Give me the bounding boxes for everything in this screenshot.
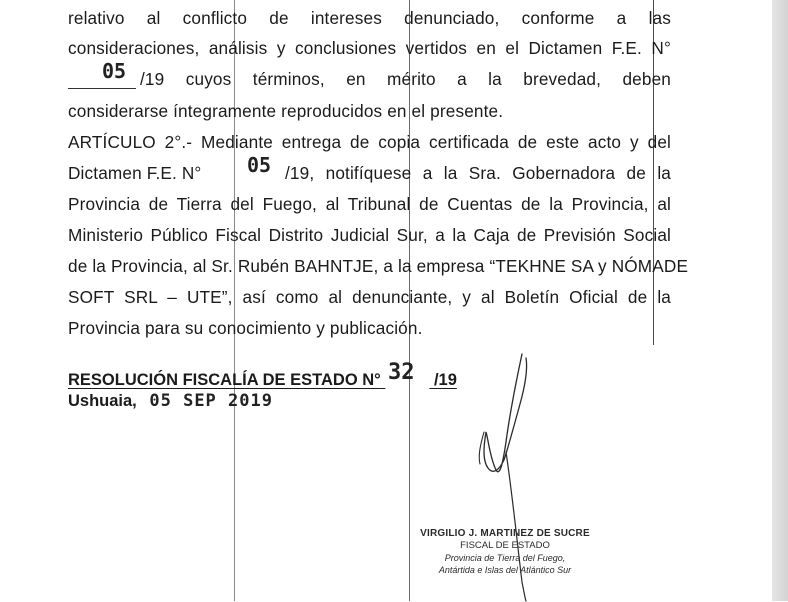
resolution-title-prefix: RESOLUCIÓN FISCALÍA DE ESTADO N° xyxy=(68,371,381,389)
body-line: /19, notifíquese a la Sra. Gobernadora de la xyxy=(285,163,671,183)
handwritten-number: 32 xyxy=(388,360,415,385)
resolution-place-date xyxy=(68,388,273,414)
body-line: Ministerio Público Fiscal Distrito Judicial Sur, a la Caja de Previsión Social xyxy=(68,225,671,245)
blank-underline xyxy=(68,88,136,89)
date-stamp: 05 SEP 2019 xyxy=(149,391,273,411)
handwritten-number: 05 xyxy=(102,59,127,83)
article-heading-line: ARTÍCULO 2°.- Mediante entrega de copia certificada de este acto y del xyxy=(68,132,671,152)
body-line: de la Provincia, al Sr. Rubén BAHNTJE, a la empresa “TEKHNE SA y NÓMADE xyxy=(68,256,689,276)
body-line: consideraciones, análisis y conclusiones vertidos en el Dictamen F.E. N° xyxy=(68,38,671,58)
signer-location: Provincia de Tierra del Fuego, xyxy=(444,553,566,563)
body-line: relativo al conflicto de intereses denunciado, conforme a las xyxy=(68,8,671,28)
signature-stamp xyxy=(410,528,600,576)
signer-role: FISCAL DE ESTADO xyxy=(460,540,550,551)
body-line: Dictamen F.E. N° xyxy=(68,163,202,183)
city-label: Ushuaia, xyxy=(68,392,137,410)
signer-name: VIRGILIO J. MARTINEZ DE SUCRE xyxy=(420,528,590,539)
handwritten-number: 05 xyxy=(247,153,272,177)
page-edge xyxy=(772,0,788,601)
body-line-text: /19 cuyos términos, en mérito a la brevedad, deben xyxy=(140,69,671,89)
signer-location: Antártida e Islas del Atlántico Sur xyxy=(438,565,572,575)
resolution-title-suffix: /19 xyxy=(433,371,457,389)
body-line: considerarse íntegramente reproducidos en el presente. xyxy=(68,101,504,121)
body-line: Provincia de Tierra del Fuego, al Tribunal de Cuentas de la Provincia, al xyxy=(68,194,671,214)
body-line xyxy=(140,64,671,94)
body-line: Provincia para su conocimiento y publicación. xyxy=(68,318,423,338)
body-line: SOFT SRL – UTE”, así como al denunciante, y al Boletín Oficial de la xyxy=(68,287,671,307)
